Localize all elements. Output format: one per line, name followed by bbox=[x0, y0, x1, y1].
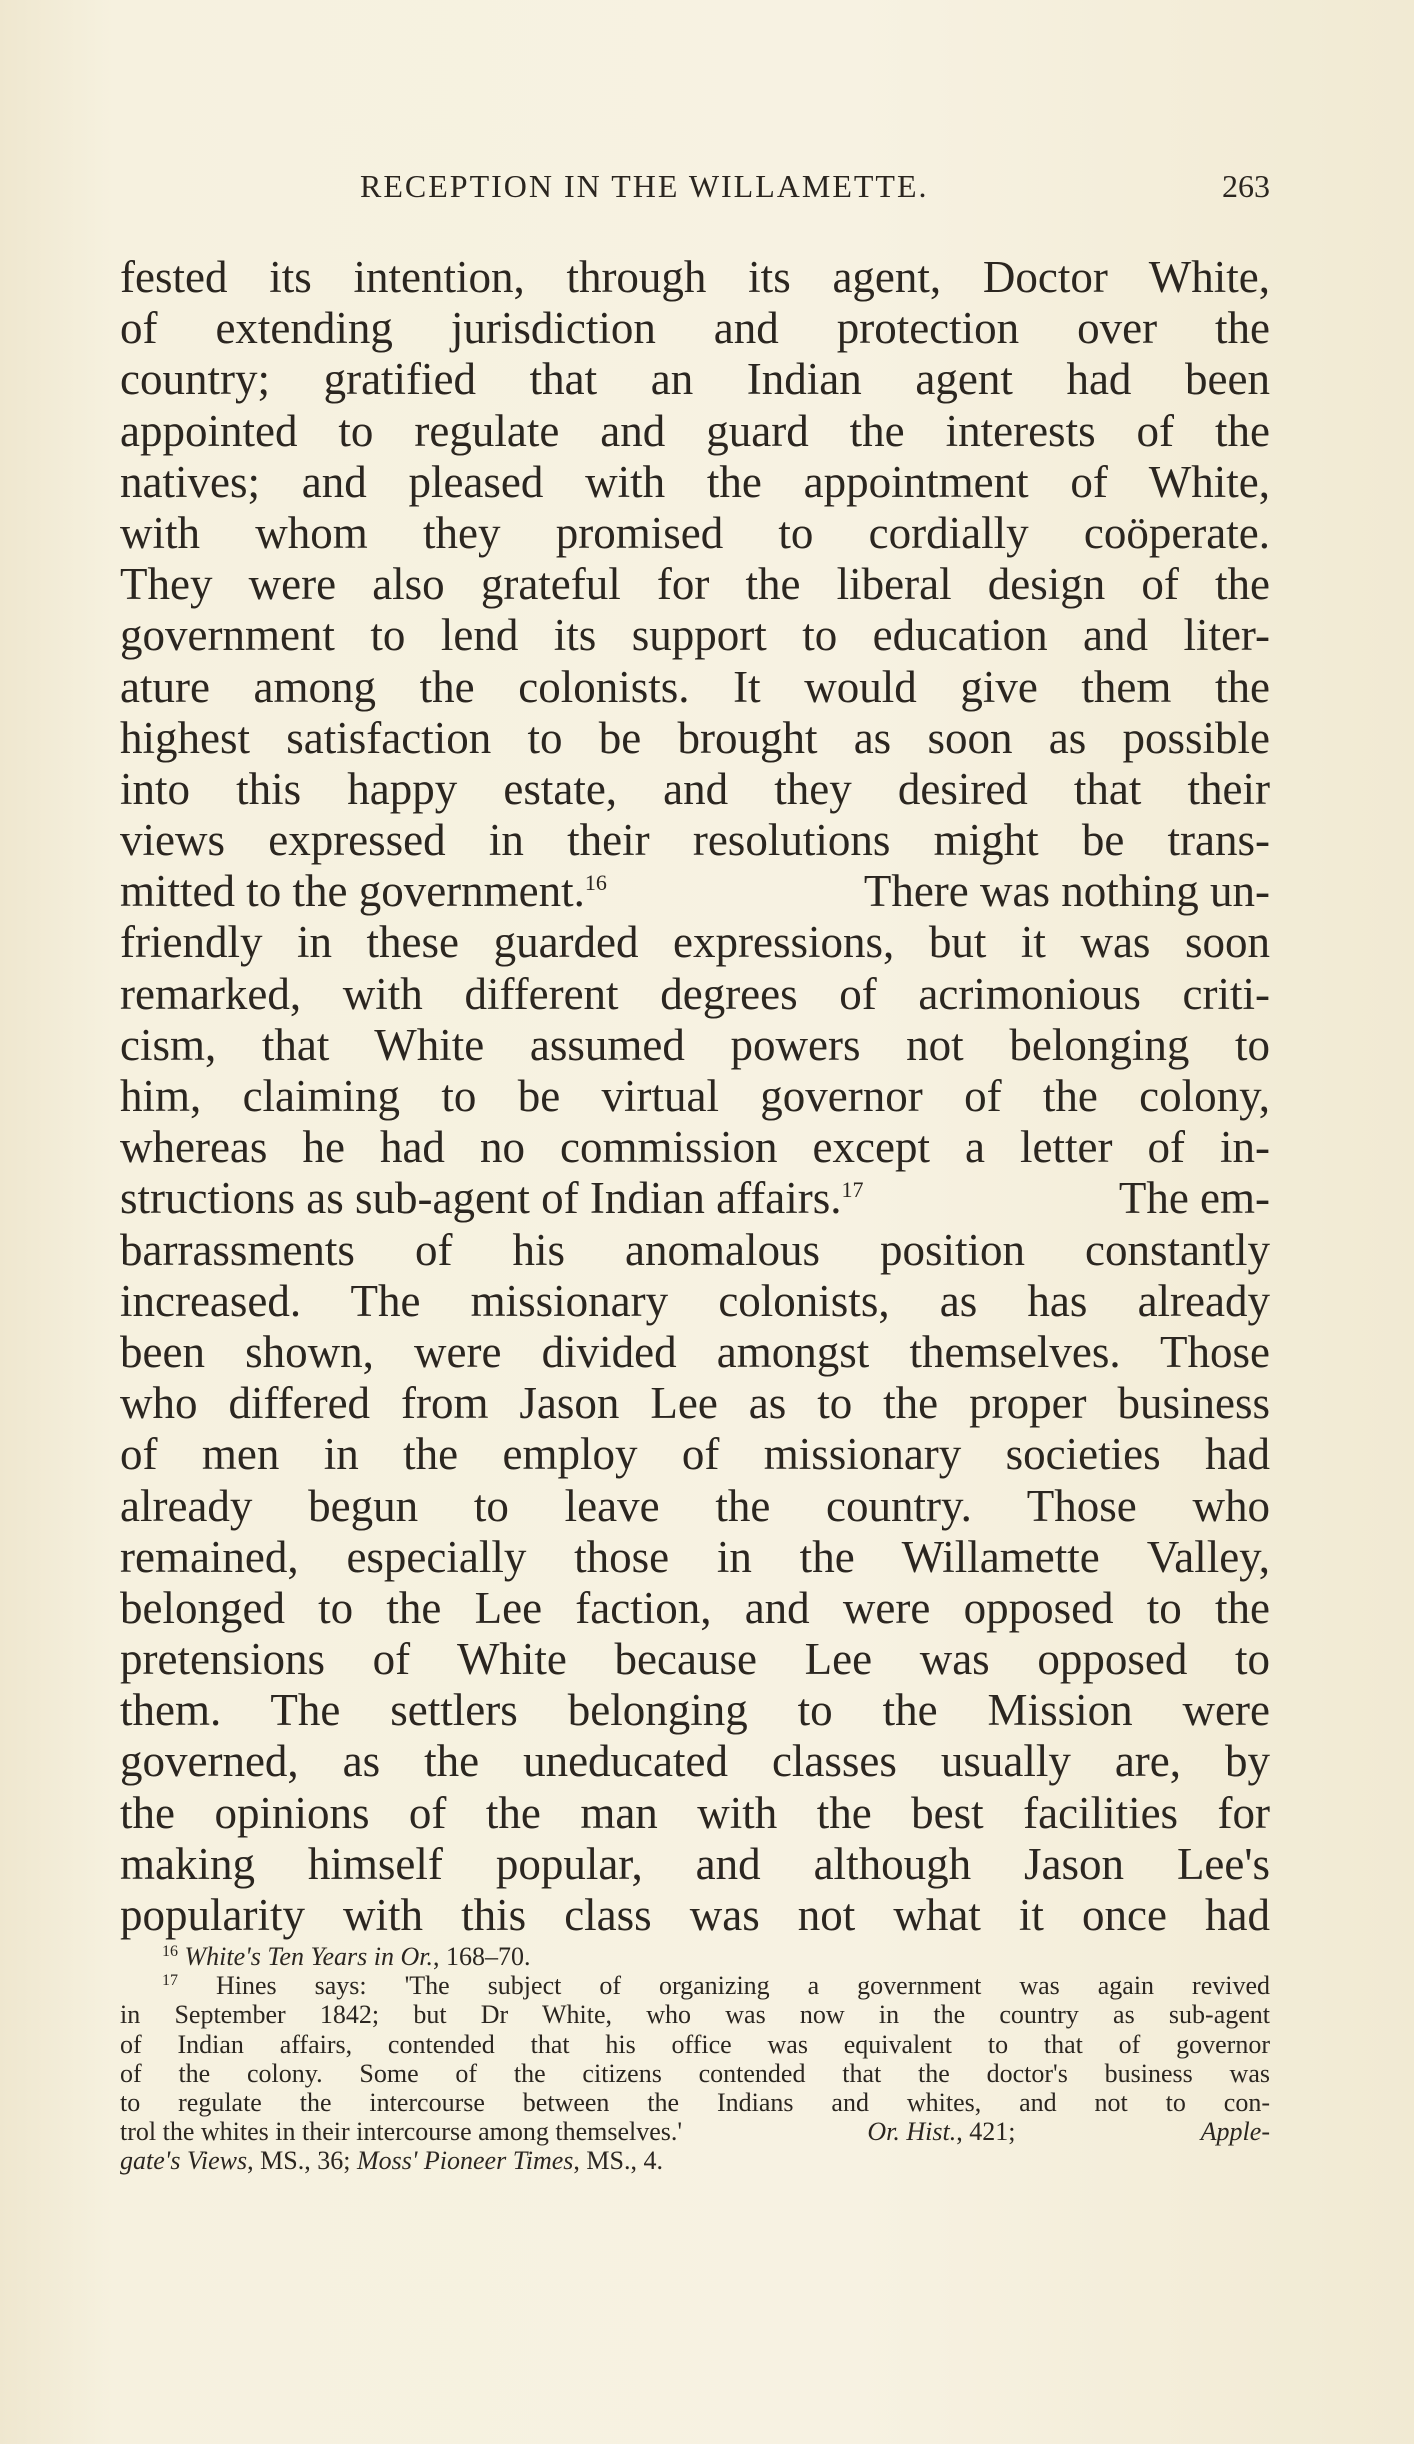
text-line: natives; and pleased with the appointment of White, bbox=[120, 456, 1270, 507]
footnote-17-line: to regulate the intercourse between the Indians and whites, and not to con- bbox=[120, 2087, 1270, 2117]
running-head bbox=[120, 168, 1270, 208]
text-line: remarked, with different degrees of acrimonious criti- bbox=[120, 968, 1270, 1019]
text-line: belonged to the Lee faction, and were opposed to the bbox=[120, 1582, 1270, 1633]
text-segment: structions as sub-agent of Indian affairs. bbox=[120, 1173, 842, 1224]
text-line: friendly in these guarded expressions, but it was soon bbox=[120, 917, 1270, 968]
text-line: remained, especially those in the Willamette Valley, bbox=[120, 1531, 1270, 1582]
footnote-text: trol the whites in their intercourse among themselves.' bbox=[120, 2117, 683, 2147]
text-line: making himself popular, and although Jason Lee's bbox=[120, 1838, 1270, 1889]
text-line: They were also grateful for the liberal design of the bbox=[120, 559, 1270, 610]
citation-moss: Moss' Pioneer Times bbox=[356, 2146, 574, 2176]
text-line: of extending jurisdiction and protection over the bbox=[120, 303, 1270, 354]
footnote-17-line bbox=[120, 1971, 1270, 2000]
text-line: of men in the employ of missionary societies had bbox=[120, 1429, 1270, 1480]
citation-applegate: Apple- bbox=[1200, 2117, 1270, 2147]
text-line: fested its intention, through its agent, Doctor White, bbox=[120, 252, 1270, 302]
text-line: increased. The missionary colonists, as has already bbox=[120, 1275, 1270, 1326]
text-segment: There was nothing un- bbox=[863, 866, 1270, 917]
footnote-17-line bbox=[120, 2146, 1270, 2175]
text-line: ature among the colonists. It would give them the bbox=[120, 661, 1270, 712]
text-line: been shown, were divided amongst themselves. Those bbox=[120, 1326, 1270, 1377]
footnote-16 bbox=[120, 1942, 1270, 1971]
text-line: already begun to leave the country. Those who bbox=[120, 1480, 1270, 1531]
text-line: cism, that White assumed powers not belonging to bbox=[120, 1019, 1270, 1070]
running-title: RECEPTION IN THE WILLAMETTE. bbox=[360, 168, 929, 204]
text-line: barrassments of his anomalous position constantly bbox=[120, 1224, 1270, 1275]
footnote-mark: 17 bbox=[162, 1972, 178, 1990]
citation-text: , MS., 4. bbox=[573, 2146, 663, 2176]
footnote-source: White's Ten Years in Or. bbox=[184, 1942, 434, 1971]
text-line: pretensions of White because Lee was opposed to bbox=[120, 1634, 1270, 1685]
text-line: highest satisfaction to be brought as soon as possible bbox=[120, 712, 1270, 763]
citation-or-hist: Or. Hist. bbox=[867, 2117, 957, 2147]
text-line: appointed to regulate and guard the interests of the bbox=[120, 405, 1270, 456]
text-line bbox=[120, 866, 1270, 917]
footnote-text: Hines says: 'The subject of organizing a government was again revived bbox=[215, 1971, 1270, 2001]
text-segment: The em- bbox=[1118, 1173, 1270, 1224]
footnote-ref-16: 16 bbox=[584, 870, 607, 896]
footnote-17-line: of the colony. Some of the citizens contended that the doctor's business was bbox=[120, 2058, 1270, 2088]
text-line: whereas he had no commission except a letter of in- bbox=[120, 1122, 1270, 1173]
text-line: the opinions of the man with the best facilities for bbox=[120, 1787, 1270, 1838]
text-line: who differed from Jason Lee as to the proper business bbox=[120, 1378, 1270, 1429]
text-line: government to lend its support to education and liter- bbox=[120, 610, 1270, 661]
text-line: views expressed in their resolutions might be trans- bbox=[120, 815, 1270, 866]
footnote-pages: , 168–70. bbox=[433, 1942, 531, 1971]
footnote-ref-17: 17 bbox=[841, 1177, 864, 1203]
citation-text: , 421; bbox=[956, 2117, 1016, 2147]
text-segment: mitted to the government. bbox=[120, 866, 585, 917]
text-line: governed, as the uneducated classes usually are, by bbox=[120, 1736, 1270, 1787]
footnote-17-line: in September 1842; but Dr White, who was now in the country as sub-agent bbox=[120, 2000, 1270, 2030]
footnote-17-line bbox=[120, 2117, 1270, 2146]
page-number: 263 bbox=[1222, 168, 1270, 204]
citation-text: , MS., 36; bbox=[247, 2146, 351, 2176]
footnote-17-line: of Indian affairs, contended that his office was equivalent to that of governor bbox=[120, 2029, 1270, 2059]
footnote-mark: 16 bbox=[162, 1943, 178, 1960]
citation-applegate-views: gate's Views bbox=[120, 2146, 248, 2176]
footnotes bbox=[120, 1942, 1270, 2176]
text-line: with whom they promised to cordially coöperate. bbox=[120, 507, 1270, 558]
text-line: popularity with this class was not what it once had bbox=[120, 1890, 1270, 1940]
text-line bbox=[120, 1173, 1270, 1224]
text-line: country; gratified that an Indian agent had been bbox=[120, 354, 1270, 405]
text-line: him, claiming to be virtual governor of the colony, bbox=[120, 1071, 1270, 1121]
text-line: them. The settlers belonging to the Mission were bbox=[120, 1685, 1270, 1736]
body-text bbox=[120, 252, 1270, 1941]
text-line: into this happy estate, and they desired that their bbox=[120, 763, 1270, 814]
